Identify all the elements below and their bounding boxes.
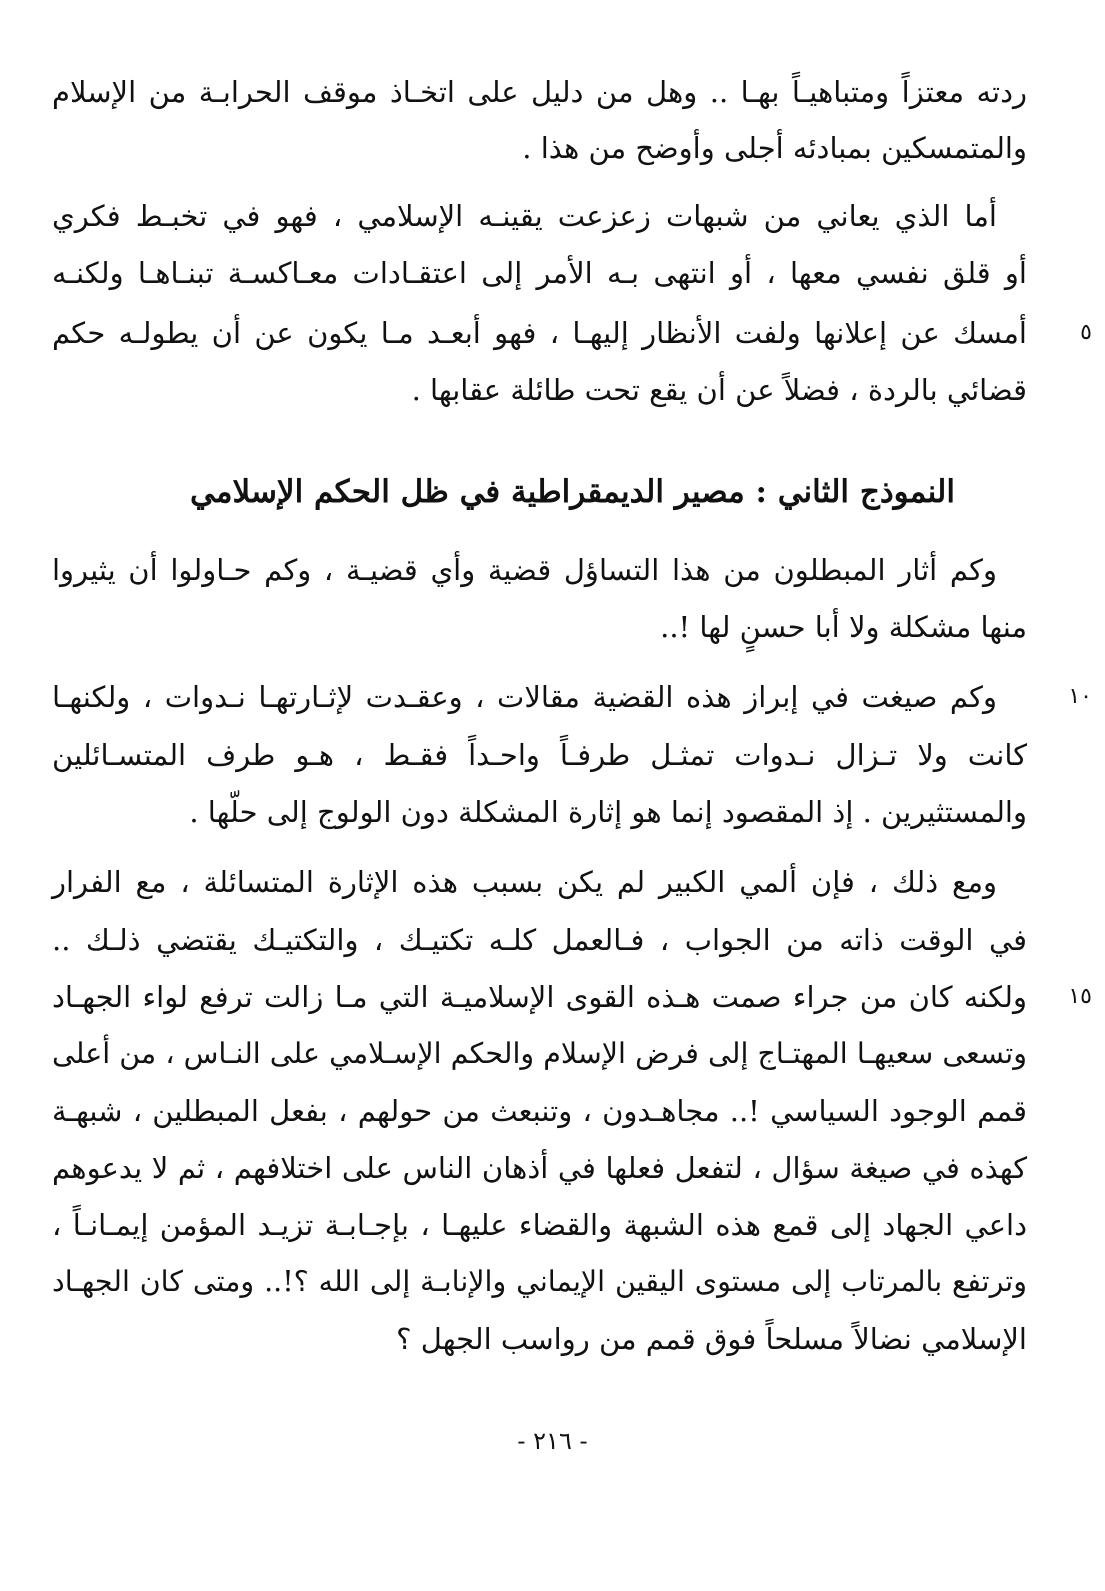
text-line: ردته معتزاً ومتباهيـاً بهـا .. وهل من دليل على اتخـاذ موقف الحرابـة من الإسلام [52, 75, 1027, 109]
text-line: والمتمسكين بمبادئه أجلى وأوضح من هذا . [522, 131, 1027, 165]
text-line: أما الذي يعاني من شبهات زعزعت يقينـه الإسلامي ، فهو في تخبـط فكري [52, 199, 997, 233]
text-line: في الوقت ذاته من الجواب ، فـالعمل كلـه تكتيـك ، والتكتيـك يقتضي ذلـك .. [52, 923, 1027, 957]
text-line: منها مشكلة ولا أبا حسنٍ لها !.. [660, 610, 1027, 644]
text-line: ومع ذلك ، فإن ألمي الكبير لم يكن بسبب هذه الإثارة المتسائلة ، مع الفرار [52, 865, 997, 899]
text-line: وترتفع بالمرتاب إلى مستوى اليقين الإيماني والإنابـة إلى الله ؟!.. ومتى كان الجهـاد [52, 1265, 1027, 1298]
text-line: وكم أثار المبطلون من هذا التساؤل قضية وأي قضيـة ، وكم حـاولوا أن يثيروا [52, 553, 997, 587]
text-line: الإسلامي نضالاً مسلحاً فوق قمم من رواسب الجهل ؟ [396, 1322, 1027, 1356]
text-line: والمستثيرين . إذ المقصود إنما هو إثارة المشكلة دون الولوج إلى حلّها . [189, 795, 1027, 829]
text-line: أمسك عن إعلانها ولفت الأنظار إليهـا ، فهو أبعـد مـا يكون عن أن يطولـه حكم [52, 316, 1027, 350]
text-line: ولكنه كان من جراء صمت هـذه القوى الإسلاميـة التي مـا زالت ترفع لواء الجهـاد [52, 980, 1027, 1014]
section-heading: النموذج الثاني : مصير الديمقراطية في ظل الحكم الإسلامي [190, 474, 955, 510]
text-line: داعي الجهاد إلى قمع هذه الشبهة والقضاء عليهـا ، بإجـابـة تزيـد المؤمن إيمـانـاً ، [52, 1208, 1027, 1242]
page-number: - ٢١٦ - [517, 1427, 588, 1455]
text-line: وتسعى سعيهـا المهتـاج إلى فرض الإسلام والحكم الإسـلامي على النـاس ، من أعلى [52, 1037, 1027, 1070]
text-line: أو قلق نفسي معها ، أو انتهى بـه الأمر إلى اعتقـادات معـاكسـة تبنـاهـا ولكنـه [52, 256, 1027, 290]
text-line: قضائي بالردة ، فضلاً عن أن يقع تحت طائلة عقابها . [411, 373, 1027, 407]
text-line: وكم صيغت في إبراز هذه القضية مقالات ، وعقـدت لإثـارتهـا نـدوات ، ولكنهـا [52, 680, 997, 714]
line-number: ٥ [1080, 320, 1092, 345]
text-line: كهذه في صيغة سؤال ، لتفعل فعلها في أذهان الناس على اختلافهم ، ثم لا يدعوهم [52, 1151, 1027, 1185]
line-number: ١٠ [1068, 684, 1092, 709]
text-line: قمم الوجود السياسي !.. مجاهـدون ، وتنبعث من حولهم ، بفعل المبطلين ، شبهـة [52, 1094, 1027, 1128]
text-line: كانت ولا تـزال نـدوات تمثـل طرفـاً واحـداً فقـط ، هـو طرف المتسـائلين [52, 738, 1027, 772]
line-number: ١٥ [1068, 984, 1092, 1009]
